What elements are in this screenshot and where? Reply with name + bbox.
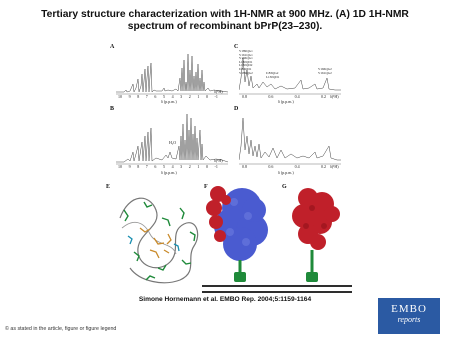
tick-label: 7	[145, 164, 148, 169]
tick-label: 1	[197, 94, 200, 99]
peak-label: V166QG1	[239, 56, 253, 61]
peak-label: V189QG1	[239, 49, 253, 53]
copyright-footer: © as stated in the article, figure or figure legend	[5, 326, 117, 332]
embo-reports-logo	[378, 298, 440, 334]
panel-letter-f: F	[204, 184, 208, 190]
tick-label: 0	[205, 94, 208, 99]
sphere-model-f	[202, 186, 282, 296]
tick-label: 0.8	[242, 94, 247, 99]
axis-ticks-d	[242, 164, 326, 169]
panel-letter-d: D	[234, 106, 239, 112]
tick-label: 5	[162, 164, 165, 169]
tick-label: 0.6	[268, 164, 274, 169]
axis-label-d: δ (p.p.m.)	[278, 170, 294, 175]
tick-label: 9	[128, 94, 131, 99]
spectrum-b	[116, 110, 228, 166]
figure	[106, 44, 346, 294]
axis-unit-b: δ(¹H)	[214, 158, 223, 163]
tick-label: 0.8	[242, 164, 247, 169]
axis-unit-a: δ(¹H)	[214, 89, 223, 94]
axis-label-c: δ (p.p.m.)	[278, 99, 294, 104]
sphere-model-g	[282, 186, 352, 296]
tick-label: 7	[145, 94, 148, 99]
tick-label: 8	[137, 164, 140, 169]
panel-letter-a: A	[110, 44, 115, 50]
tick-label: 6	[154, 164, 157, 169]
tick-label: 0.2	[320, 94, 326, 99]
tick-label: 3	[180, 164, 183, 169]
tick-label: 1	[197, 164, 200, 169]
axis-unit-d: δ(¹H)	[330, 164, 339, 169]
panel-letter-e: E	[106, 184, 111, 190]
tick-label: 4	[171, 164, 174, 169]
tick-label: 5	[162, 94, 165, 99]
tick-label: 8	[137, 94, 140, 99]
tick-label: 9	[128, 164, 131, 169]
tick-label: 10	[118, 164, 122, 169]
spectrum-c	[239, 48, 341, 96]
tick-label: 6	[154, 94, 157, 99]
panel-letter-c: C	[234, 44, 239, 50]
axis-label-b: δ (p.p.m.)	[161, 170, 177, 175]
peak-label: L130QD1	[266, 74, 280, 79]
tick-label: 0	[205, 164, 208, 169]
tick-label: 2	[188, 94, 191, 99]
peak-label: V161QG1	[239, 52, 253, 57]
tick-label: 10	[118, 94, 122, 99]
tick-label: -1	[214, 164, 218, 169]
tick-label: -1	[214, 94, 218, 99]
tick-label: 0.4	[294, 164, 300, 169]
panel-letter-g: G	[282, 184, 287, 190]
peak-label: V161QG2	[318, 70, 332, 75]
tick-label: 0.2	[320, 164, 326, 169]
tick-label: 2	[188, 164, 191, 169]
logo-line-2: reports	[397, 315, 421, 324]
spectrum-d	[239, 110, 341, 166]
peak-label: I183QG2	[266, 71, 279, 75]
peak-label: L130QD2	[239, 63, 253, 68]
axis-unit-c: δ(¹H)	[330, 94, 339, 99]
spectrum-a	[116, 48, 228, 96]
tick-label: 3	[180, 94, 183, 99]
logo-line-1: EMBO	[391, 303, 427, 315]
peak-label: L130QD1	[239, 59, 253, 64]
axis-label-a: δ (p.p.m.)	[161, 99, 177, 104]
panel-letter-b: B	[110, 106, 115, 112]
slide-title: Tertiary structure characterization with 1H-NMR at 900 MHz. (A) 1D 1H-NMR spectrum of recombinant bPrP(23–230).	[41, 9, 409, 32]
peak-label: V166QG2	[318, 67, 332, 71]
tick-label: 0.6	[268, 94, 274, 99]
water-label: H₂O	[169, 140, 177, 145]
tick-label: 0.4	[294, 94, 300, 99]
ribbon-structure	[110, 188, 206, 292]
tick-label: 4	[171, 94, 174, 99]
axis-ticks-b	[118, 164, 218, 169]
peak-label: V189QG2	[239, 70, 253, 75]
peak-label: I183QD1	[239, 66, 252, 71]
citation: Simone Hornemann et al. EMBO Rep. 2004;5:1159-1164	[138, 296, 312, 303]
